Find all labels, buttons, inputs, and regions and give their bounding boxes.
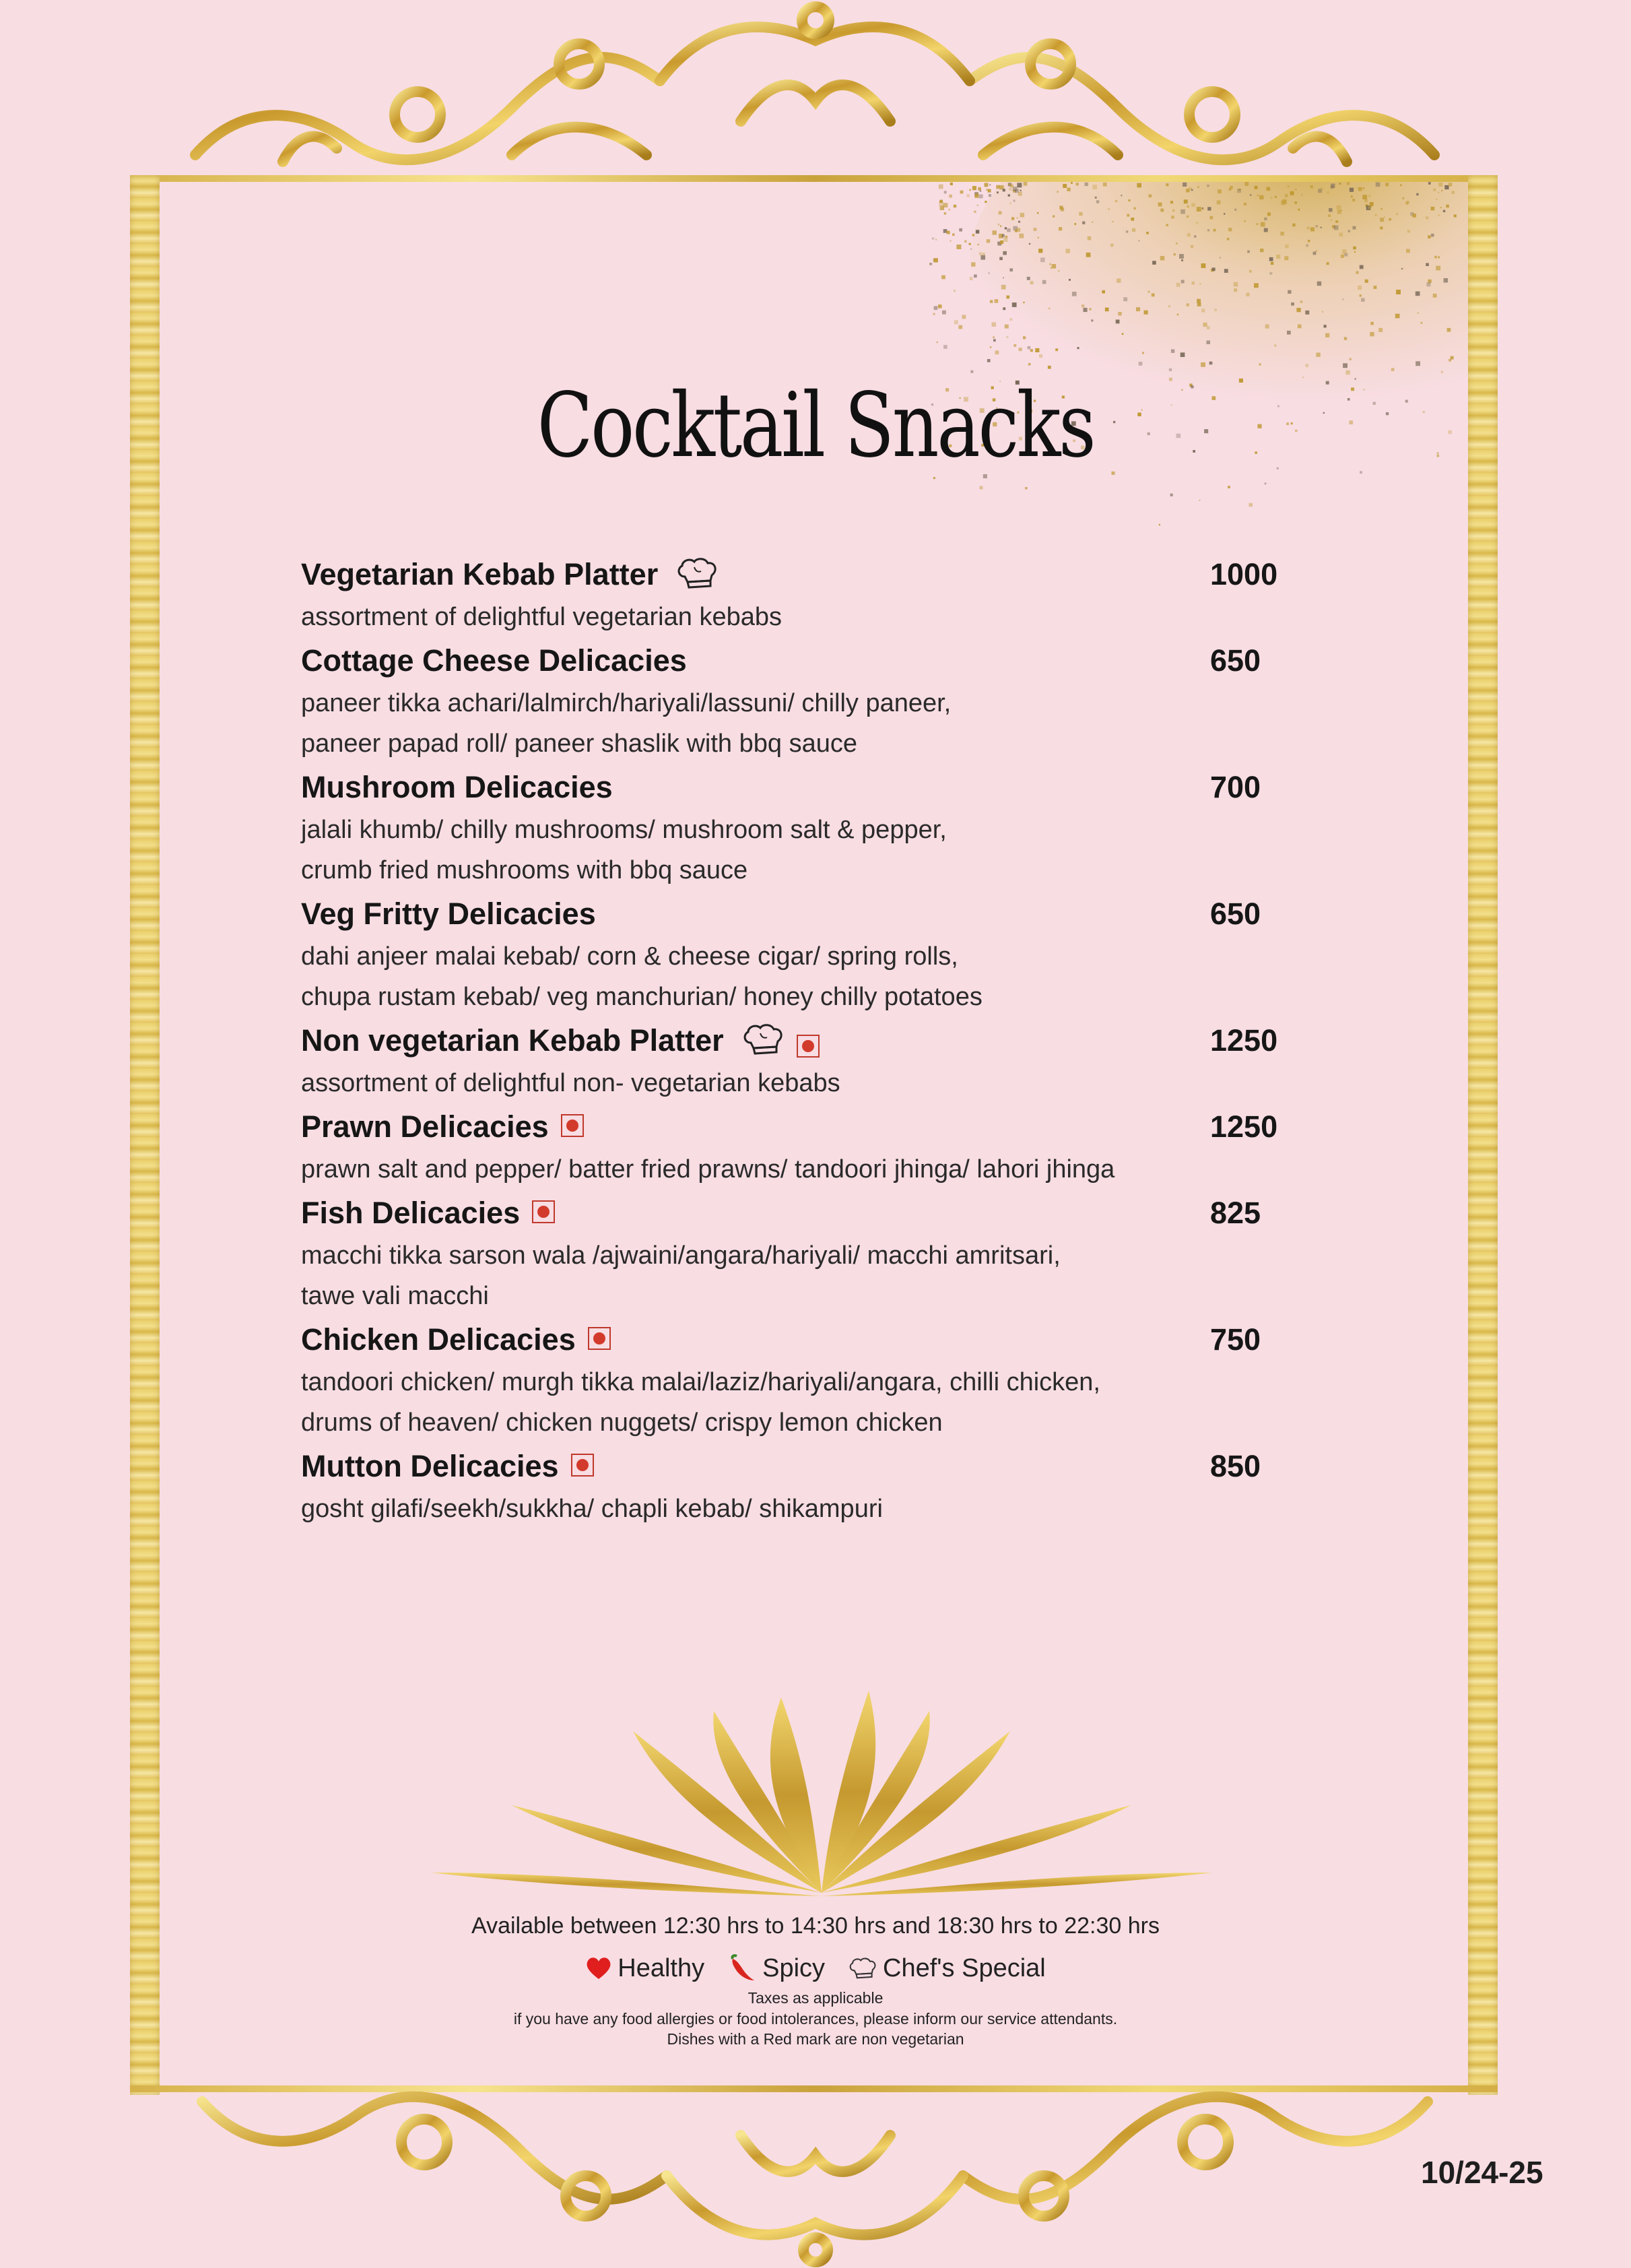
non-veg-mark-icon [561,1114,584,1137]
menu-item-header [301,639,1352,683]
menu-item-header [301,552,1352,597]
gold-leaf-decoration [404,1671,1239,1913]
menu-item-description-line: jalali khumb/ chilly mushrooms/ mushroom salt & pepper, [301,816,947,844]
menu-item [301,1018,1352,1103]
menu-item [301,1444,1352,1529]
menu-item-name: Fish Delicacies [301,1196,521,1230]
menu-item-description [301,1489,1352,1529]
non-veg-mark-icon [571,1454,594,1477]
availability-note: Available between 12:30 hrs to 14:30 hrs and 18:30 hrs to 22:30 hrs [471,1913,1160,1939]
menu-item [301,1191,1352,1316]
menu-item-description [301,1235,1352,1316]
non-veg-mark-icon [588,1327,611,1350]
menu-item-description-line: macchi tikka sarson wala /ajwaini/angara/hariyali/ macchi amritsari, [301,1241,1061,1270]
menu-item-price: 825 [1210,1196,1261,1230]
menu-item-description-line: dahi anjeer malai kebab/ corn & cheese cigar/ spring rolls, [301,942,958,971]
non-veg-mark-icon [532,1200,555,1223]
menu-item-header [301,765,1352,810]
menu-item-description [301,936,1352,1017]
top-gold-ornament [0,0,1631,202]
menu-item [301,892,1352,1017]
menu-item-description [301,683,1352,764]
menu-item-header [301,1105,1352,1149]
legend [0,1953,1631,1983]
menu-item-price: 1000 [1210,557,1278,591]
menu-item [301,1318,1352,1443]
legend-label: Healthy [618,1953,705,1982]
legend-label: Spicy [762,1953,826,1982]
menu-item-name: Non vegetarian Kebab Platter [301,1023,724,1058]
menu-item-description-line: assortment of delightful vegetarian kebabs [301,603,782,631]
menu-item [301,1105,1352,1190]
menu-item-header [301,1444,1352,1489]
menu-item-header [301,1018,1352,1063]
chef-hat-icon [848,1957,877,1980]
menu-item [301,552,1352,637]
menu-item-price: 1250 [1210,1023,1278,1058]
menu-item-description-line: assortment of delightful non- vegetarian kebabs [301,1069,840,1097]
legend-chef-special [848,1954,1046,1983]
menu-item-price: 650 [1210,643,1261,678]
menu-item-description [301,810,1352,890]
menu-item-description-line: tandoori chicken/ murgh tikka malai/laziz/hariyali/angara, chilli chicken, [301,1368,1100,1396]
legend-label: Chef's Special [883,1953,1046,1982]
taxes-note: Taxes as applicable [747,1989,884,2007]
menu-item-name: Mutton Delicacies [301,1449,559,1483]
menu-item-price: 1250 [1210,1109,1278,1144]
red-mark-note: Dishes with a Red mark are non vegetarian [667,2030,964,2048]
page-code: 10/24-25 [1421,2155,1543,2190]
menu-item-description-line: paneer papad roll/ paneer shaslik with bbq sauce [301,730,857,758]
menu-item-price: 850 [1210,1449,1261,1483]
menu-item-description [301,1362,1352,1443]
bottom-gold-ornament [0,2061,1631,2268]
menu-item-description-line: tawe vali macchi [301,1282,489,1310]
non-veg-mark-icon [797,1035,820,1058]
menu-item-header [301,1191,1352,1235]
menu-item-name: Mushroom Delicacies [301,770,613,804]
frame-top-rail [130,175,1498,182]
chili-icon [727,1953,757,1983]
legend-healthy [585,1954,704,1983]
menu-item-description-line: paneer tikka achari/lalmirch/hariyali/lassuni/ chilly paneer, [301,689,952,717]
menu-item-name: Prawn Delicacies [301,1109,549,1144]
menu-item-description-line: drums of heaven/ chicken nuggets/ crispy lemon chicken [301,1408,943,1437]
menu-list [301,552,1352,1529]
menu-item-name: Chicken Delicacies [301,1322,576,1357]
menu-item-description-line: gosht gilafi/seekh/sukkha/ chapli kebab/ shikampuri [301,1495,883,1523]
chef-hat-icon [675,555,719,591]
menu-item [301,765,1352,890]
menu-item [301,639,1352,764]
menu-item-name: Veg Fritty Delicacies [301,897,596,931]
heart-icon [585,1956,612,1980]
menu-item-description-line: crumb fried mushrooms with bbq sauce [301,856,748,884]
menu-item-header [301,892,1352,936]
menu-item-description [301,597,1352,637]
menu-item-name: Vegetarian Kebab Platter [301,557,659,591]
menu-item-description [301,1149,1352,1190]
menu-item-description-line: prawn salt and pepper/ batter fried prawns/ tandoori jhinga/ lahori jhinga [301,1155,1115,1184]
chef-hat-icon [741,1021,785,1058]
menu-item-price: 700 [1210,770,1261,804]
menu-item-name: Cottage Cheese Delicacies [301,643,687,678]
menu-item-description [301,1063,1352,1103]
page-title: Cocktail Snacks [537,374,1094,478]
menu-item-description-line: chupa rustam kebab/ veg manchurian/ honey chilly potatoes [301,983,983,1011]
menu-item-header [301,1318,1352,1362]
gold-glitter [875,182,1468,559]
menu-item-price: 750 [1210,1322,1261,1357]
allergy-note: if you have any food allergies or food intolerances, please inform our service attendants. [513,2010,1118,2028]
menu-item-price: 650 [1210,897,1261,931]
legend-spicy [727,1953,825,1983]
